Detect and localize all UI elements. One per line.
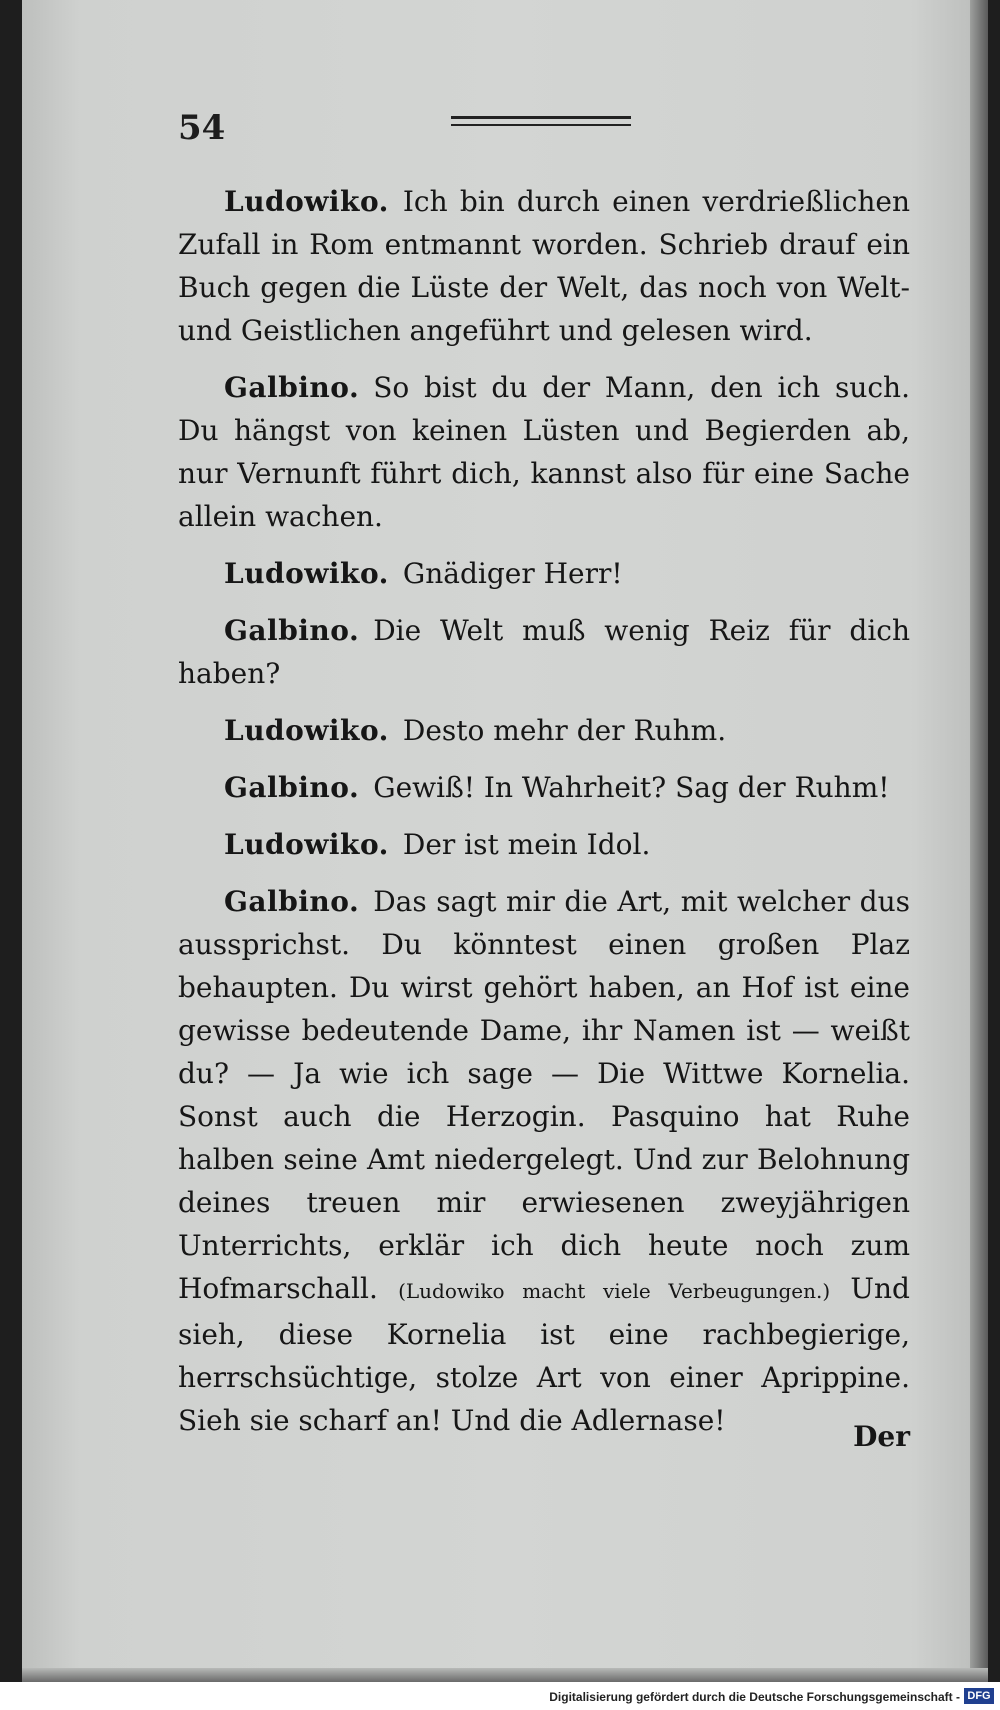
- speech-text: So bist du der Mann, den ich such. Du hängst von keinen Lüsten und Begierden ab, nur Vernunft führt dich, kannst also für eine Sache allein wachen.: [178, 371, 910, 533]
- speech-text: Die Welt muß wenig Reiz für dich haben?: [178, 614, 910, 690]
- paragraph-6: [178, 766, 910, 809]
- paragraph-3: [178, 552, 910, 595]
- paragraph-2: [178, 366, 910, 538]
- paragraph-4: [178, 609, 910, 695]
- page-edge-bottom: [22, 1668, 988, 1682]
- speaker-name: Galbino.: [224, 614, 360, 647]
- header-rule-bottom: [451, 124, 631, 126]
- speech-text: Desto mehr der Ruhm.: [402, 714, 727, 747]
- paragraph-5: [178, 709, 910, 752]
- footer-credit: Digitalisierung gefördert durch die Deutsche Forschungsgemeinschaft -: [549, 1690, 960, 1704]
- speech-text: Ich bin durch einen verdrießlichen Zufall in Rom entmannt worden. Schrieb drauf ein Buch gegen die Lüste der Welt, das noch von Welt- und Geistlichen angeführt und gelesen wird.: [178, 185, 910, 347]
- page-text: [178, 180, 910, 1456]
- paragraph-7: [178, 823, 910, 866]
- speaker-name: Ludowiko.: [224, 185, 389, 218]
- speaker-name: Ludowiko.: [224, 714, 389, 747]
- speaker-name: Galbino.: [224, 885, 360, 918]
- speaker-name: Galbino.: [224, 771, 360, 804]
- page-number: 54: [178, 108, 226, 148]
- header-rule-top: [451, 116, 631, 119]
- dfg-logo: DFG: [964, 1688, 994, 1704]
- page-edge-right: [970, 0, 988, 1672]
- paragraph-8: [178, 880, 910, 1442]
- speech-text: Das sagt mir die Art, mit welcher dus aussprichst. Du könntest einen großen Plaz behaupten. Du wirst gehört haben, an Hof ist eine gewisse bedeutende Dame, ihr Namen ist — weißt du? — Ja wie ich sage — Die Wittwe Kornelia. Sonst auch die Herzogin. Pasquino hat Ruhe halben seine Amt niedergelegt. Und zur Belohnung deines treuen mir erwiesenen zweyjährigen Unterrichts, erklär ich dich heute noch zum Hofmarschall.: [178, 885, 910, 1305]
- speech-text: Gewiß! In Wahrheit? Sag der Ruhm!: [373, 771, 890, 804]
- page-header: [178, 108, 908, 148]
- speaker-name: Ludowiko.: [224, 828, 389, 861]
- stage-direction: (Ludowiko macht viele Verbeugungen.): [398, 1279, 831, 1303]
- paragraph-1: [178, 180, 910, 352]
- speaker-name: Ludowiko.: [224, 557, 389, 590]
- speech-text: Gnädiger Herr!: [402, 557, 623, 590]
- speech-text-continued: Und sieh, diese Kornelia ist eine rachbegierige, herrschsüchtige, stolze Art von einer Aprippine. Sieh sie scharf an! Und die Adlernase!: [178, 1272, 910, 1437]
- speaker-name: Galbino.: [224, 371, 360, 404]
- catchword: Der: [853, 1420, 910, 1453]
- speech-text: Der ist mein Idol.: [402, 828, 651, 861]
